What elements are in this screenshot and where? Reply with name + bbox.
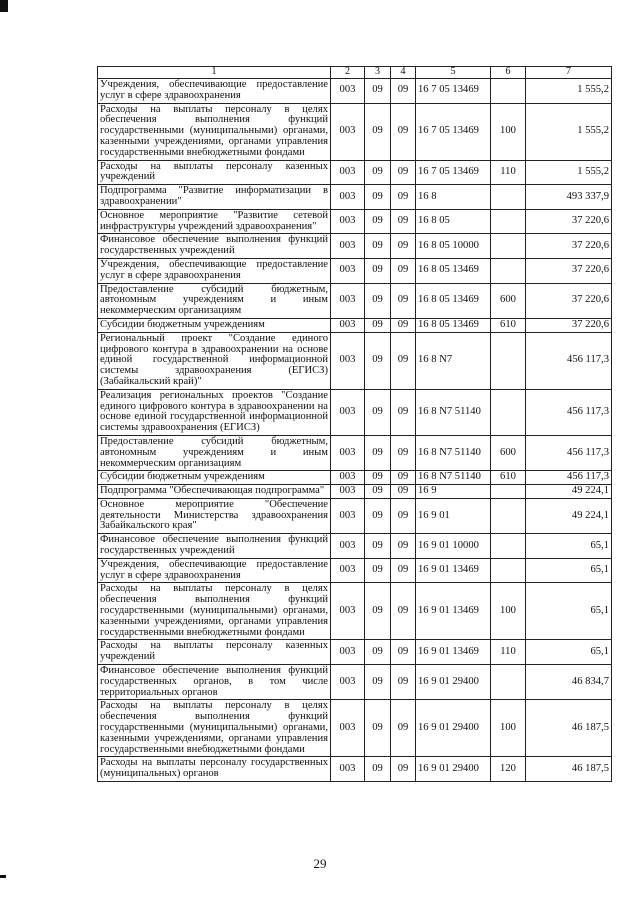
cell-ministry-code: 003 (331, 332, 365, 389)
cell-expense-type: 610 (491, 318, 526, 332)
cell-ministry-code: 003 (331, 160, 365, 185)
cell-ministry-code: 003 (331, 534, 365, 559)
cell-amount: 65,1 (526, 583, 612, 640)
table-row (98, 498, 612, 533)
cell-expense-type: 610 (491, 471, 526, 485)
cell-ministry-code: 003 (331, 558, 365, 583)
cell-name: Подпрограмма "Развитие информатизации в здравоохранении" (98, 185, 331, 210)
cell-name: Учреждения, обеспечивающие предоставление услуг в сфере здравоохранения (98, 258, 331, 283)
cell-subsection: 09 (391, 283, 416, 318)
cell-name: Предоставление субсидий бюджетным, автономным учреждениям и иным некоммерческим организациям (98, 283, 331, 318)
cell-target-article: 16 7 05 13469 (416, 79, 491, 104)
cell-amount: 46 187,5 (526, 700, 612, 757)
table-row (98, 435, 612, 470)
cell-section: 09 (365, 665, 391, 700)
cell-section: 09 (365, 103, 391, 160)
cell-subsection: 09 (391, 318, 416, 332)
cell-expense-type (491, 558, 526, 583)
cell-expense-type: 600 (491, 283, 526, 318)
cell-name: Расходы на выплаты персоналу в целях обеспечения выполнения функций государственными (муниципальными) органами, казенными учреждениями, органами управления государственными внебюджетными фондами (98, 583, 331, 640)
table-row (98, 640, 612, 665)
cell-name: Региональный проект "Создание единого цифрового контура в здравоохранении на основе единой государственной информационной системы здравоохранения (ЕГИСЗ) (Забайкальский край)" (98, 332, 331, 389)
header-row (98, 67, 612, 79)
cell-ministry-code: 003 (331, 435, 365, 470)
cell-section: 09 (365, 435, 391, 470)
table-row (98, 160, 612, 185)
cell-ministry-code: 003 (331, 665, 365, 700)
cell-expense-type (491, 498, 526, 533)
cell-expense-type: 100 (491, 583, 526, 640)
scan-edge-mark (0, 875, 6, 878)
cell-subsection: 09 (391, 79, 416, 104)
page-number: 29 (313, 856, 327, 871)
cell-subsection: 09 (391, 700, 416, 757)
table-row (98, 583, 612, 640)
cell-subsection: 09 (391, 534, 416, 559)
cell-ministry-code: 003 (331, 498, 365, 533)
cell-subsection: 09 (391, 209, 416, 234)
cell-target-article: 16 8 (416, 185, 491, 210)
cell-amount: 37 220,6 (526, 209, 612, 234)
cell-subsection: 09 (391, 665, 416, 700)
cell-section: 09 (365, 640, 391, 665)
table-row (98, 209, 612, 234)
table-row (98, 471, 612, 485)
header-col-3: 3 (365, 67, 391, 79)
cell-target-article: 16 9 01 29400 (416, 665, 491, 700)
cell-name: Расходы на выплаты персоналу казенных учреждений (98, 160, 331, 185)
table-row (98, 283, 612, 318)
cell-target-article: 16 9 01 13469 (416, 640, 491, 665)
cell-section: 09 (365, 209, 391, 234)
cell-subsection: 09 (391, 640, 416, 665)
cell-section: 09 (365, 757, 391, 782)
cell-amount: 46 187,5 (526, 757, 612, 782)
cell-expense-type (491, 79, 526, 104)
cell-name: Субсидии бюджетным учреждениям (98, 471, 331, 485)
cell-subsection: 09 (391, 389, 416, 435)
cell-name: Финансовое обеспечение выполнения функций государственных органов, в том числе территориальных органов (98, 665, 331, 700)
cell-target-article: 16 8 05 (416, 209, 491, 234)
cell-ministry-code: 003 (331, 318, 365, 332)
table-row (98, 103, 612, 160)
cell-amount: 1 555,2 (526, 79, 612, 104)
header-col-7: 7 (526, 67, 612, 79)
cell-ministry-code: 003 (331, 258, 365, 283)
cell-name: Учреждения, обеспечивающие предоставление услуг в сфере здравоохранения (98, 558, 331, 583)
header-col-2: 2 (331, 67, 365, 79)
cell-name: Финансовое обеспечение выполнения функций государственных учреждений (98, 234, 331, 259)
scan-corner-mark (0, 0, 8, 12)
cell-name: Подпрограмма "Обеспечивающая подпрограмма" (98, 485, 331, 499)
cell-target-article: 16 9 01 29400 (416, 700, 491, 757)
table-row (98, 185, 612, 210)
cell-ministry-code: 003 (331, 757, 365, 782)
cell-target-article: 16 8 N7 51140 (416, 435, 491, 470)
cell-subsection: 09 (391, 258, 416, 283)
cell-expense-type: 120 (491, 757, 526, 782)
cell-name: Основное мероприятие "Обеспечение деятельности Министерства здравоохранения Забайкальского края" (98, 498, 331, 533)
cell-ministry-code: 003 (331, 700, 365, 757)
cell-amount: 37 220,6 (526, 234, 612, 259)
cell-ministry-code: 003 (331, 485, 365, 499)
table-row (98, 665, 612, 700)
cell-amount: 456 117,3 (526, 435, 612, 470)
cell-ministry-code: 003 (331, 471, 365, 485)
cell-target-article: 16 8 N7 51140 (416, 471, 491, 485)
cell-expense-type (491, 534, 526, 559)
table-row (98, 234, 612, 259)
cell-expense-type (491, 389, 526, 435)
cell-expense-type (491, 332, 526, 389)
cell-section: 09 (365, 700, 391, 757)
table-row (98, 258, 612, 283)
cell-name: Реализация региональных проектов "Создание единого цифрового контура в здравоохранении на основе единой государственной информационной системы здравоохранения (ЕГИСЗ) (98, 389, 331, 435)
cell-target-article: 16 8 N7 51140 (416, 389, 491, 435)
cell-subsection: 09 (391, 583, 416, 640)
cell-ministry-code: 003 (331, 283, 365, 318)
cell-ministry-code: 003 (331, 640, 365, 665)
cell-subsection: 09 (391, 185, 416, 210)
cell-section: 09 (365, 558, 391, 583)
cell-target-article: 16 9 01 13469 (416, 583, 491, 640)
cell-amount: 456 117,3 (526, 332, 612, 389)
cell-name: Расходы на выплаты персоналу в целях обеспечения выполнения функций государственными (муниципальными) органами, казенными учреждениями, органами управления государственными внебюджетными фондами (98, 700, 331, 757)
cell-amount: 37 220,6 (526, 318, 612, 332)
cell-target-article: 16 9 01 10000 (416, 534, 491, 559)
cell-amount: 49 224,1 (526, 498, 612, 533)
cell-amount: 65,1 (526, 640, 612, 665)
cell-section: 09 (365, 471, 391, 485)
cell-name: Основное мероприятие "Развитие сетевой инфраструктуры учреждений здравоохранения" (98, 209, 331, 234)
cell-amount: 37 220,6 (526, 283, 612, 318)
cell-amount: 456 117,3 (526, 471, 612, 485)
cell-expense-type (491, 258, 526, 283)
cell-name: Предоставление субсидий бюджетным, автономным учреждениям и иным некоммерческим организациям (98, 435, 331, 470)
cell-target-article: 16 8 N7 (416, 332, 491, 389)
cell-amount: 493 337,9 (526, 185, 612, 210)
table-row (98, 534, 612, 559)
cell-ministry-code: 003 (331, 234, 365, 259)
cell-expense-type: 100 (491, 103, 526, 160)
cell-subsection: 09 (391, 332, 416, 389)
cell-amount: 49 224,1 (526, 485, 612, 499)
cell-section: 09 (365, 185, 391, 210)
cell-amount: 37 220,6 (526, 258, 612, 283)
cell-section: 09 (365, 332, 391, 389)
cell-expense-type (491, 665, 526, 700)
cell-target-article: 16 7 05 13469 (416, 103, 491, 160)
cell-ministry-code: 003 (331, 185, 365, 210)
cell-expense-type: 600 (491, 435, 526, 470)
table-body (98, 79, 612, 782)
cell-section: 09 (365, 79, 391, 104)
cell-ministry-code: 003 (331, 209, 365, 234)
header-col-6: 6 (491, 67, 526, 79)
table-row (98, 558, 612, 583)
cell-expense-type (491, 185, 526, 210)
header-col-1: 1 (98, 67, 331, 79)
cell-ministry-code: 003 (331, 583, 365, 640)
cell-section: 09 (365, 583, 391, 640)
cell-section: 09 (365, 498, 391, 533)
table-row (98, 700, 612, 757)
cell-expense-type: 100 (491, 700, 526, 757)
table-row (98, 79, 612, 104)
cell-subsection: 09 (391, 757, 416, 782)
cell-amount: 1 555,2 (526, 160, 612, 185)
cell-amount: 65,1 (526, 558, 612, 583)
cell-target-article: 16 8 05 13469 (416, 258, 491, 283)
cell-name: Субсидии бюджетным учреждениям (98, 318, 331, 332)
cell-target-article: 16 8 05 13469 (416, 283, 491, 318)
cell-subsection: 09 (391, 435, 416, 470)
cell-ministry-code: 003 (331, 103, 365, 160)
cell-target-article: 16 8 05 10000 (416, 234, 491, 259)
cell-subsection: 09 (391, 234, 416, 259)
cell-section: 09 (365, 485, 391, 499)
cell-amount: 1 555,2 (526, 103, 612, 160)
cell-name: Расходы на выплаты персоналу государственных (муниципальных) органов (98, 757, 331, 782)
cell-name: Финансовое обеспечение выполнения функций государственных учреждений (98, 534, 331, 559)
cell-target-article: 16 9 01 13469 (416, 558, 491, 583)
cell-name: Учреждения, обеспечивающие предоставление услуг в сфере здравоохранения (98, 79, 331, 104)
cell-ministry-code: 003 (331, 389, 365, 435)
cell-subsection: 09 (391, 471, 416, 485)
cell-expense-type (491, 485, 526, 499)
cell-expense-type: 110 (491, 640, 526, 665)
cell-target-article: 16 9 01 (416, 498, 491, 533)
cell-amount: 65,1 (526, 534, 612, 559)
cell-section: 09 (365, 389, 391, 435)
cell-name: Расходы на выплаты персоналу казенных учреждений (98, 640, 331, 665)
cell-expense-type (491, 209, 526, 234)
cell-section: 09 (365, 258, 391, 283)
cell-name: Расходы на выплаты персоналу в целях обеспечения выполнения функций государственными (муниципальными) органами, казенными учреждениями, органами управления государственными внебюджетными фондами (98, 103, 331, 160)
cell-target-article: 16 7 05 13469 (416, 160, 491, 185)
cell-subsection: 09 (391, 160, 416, 185)
cell-section: 09 (365, 234, 391, 259)
budget-table (97, 66, 612, 782)
cell-target-article: 16 8 05 13469 (416, 318, 491, 332)
cell-amount: 46 834,7 (526, 665, 612, 700)
cell-expense-type (491, 234, 526, 259)
cell-subsection: 09 (391, 558, 416, 583)
table-row (98, 485, 612, 499)
cell-section: 09 (365, 283, 391, 318)
table-row (98, 318, 612, 332)
table-row (98, 332, 612, 389)
cell-target-article: 16 9 (416, 485, 491, 499)
cell-section: 09 (365, 160, 391, 185)
header-col-4: 4 (391, 67, 416, 79)
cell-expense-type: 110 (491, 160, 526, 185)
cell-ministry-code: 003 (331, 79, 365, 104)
cell-target-article: 16 9 01 29400 (416, 757, 491, 782)
table-row (98, 389, 612, 435)
cell-subsection: 09 (391, 485, 416, 499)
cell-amount: 456 117,3 (526, 389, 612, 435)
table-row (98, 757, 612, 782)
cell-section: 09 (365, 534, 391, 559)
cell-section: 09 (365, 318, 391, 332)
header-col-5: 5 (416, 67, 491, 79)
cell-subsection: 09 (391, 103, 416, 160)
cell-subsection: 09 (391, 498, 416, 533)
